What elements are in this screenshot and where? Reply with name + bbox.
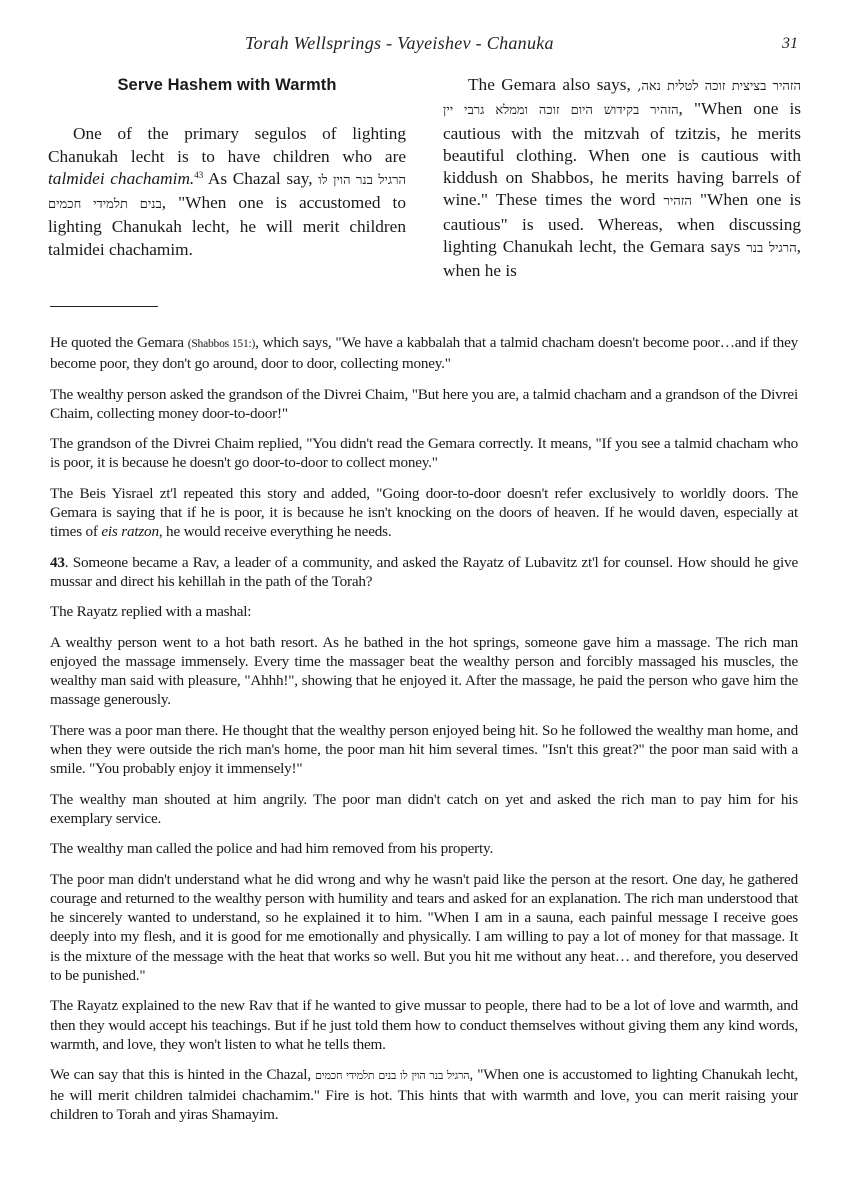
body-paragraph bbox=[443, 74, 801, 283]
hebrew-word: הרגיל בנר bbox=[746, 241, 797, 257]
footnote-paragraph bbox=[50, 1065, 798, 1124]
hebrew-quote: הזהיר בציצית זוכה לטלית נאה, הזהיר בקידוש היום זוכה וממלא גרבי יין bbox=[443, 79, 801, 119]
footnote-paragraph: The poor man didn't understand what he did wrong and why he wasn't paid like the person at the resort. One day, he gathered courage and returned to the wealthy person with humility and tears and asked for an explanation. The rich man understood that he sincerely wanted to understand, so he explained it to him. "When I am in a sauna, each painful message I receive goes deeply into my flesh, and it is good for me emotionally and physically. I am willing to pay a lot of money for that massage. It is the mixture of the message with the heat that works so well. But you hit me without any heat… and therefore, you deserved to be punished." bbox=[50, 870, 798, 985]
text: , "When one is cautious with the mitzvah of tzitzis, he merits beautiful clothing. When one is cautious with kiddush on Shabbos, he merits having barrels of wine." These times the word bbox=[443, 99, 801, 210]
running-header bbox=[0, 33, 849, 57]
body-paragraph bbox=[48, 123, 406, 261]
text: , "When one is accustomed to lighting Chanukah lecht, he will merit children talmidei chachamim. bbox=[48, 193, 406, 259]
citation: (Shabbos 151:) bbox=[187, 338, 256, 350]
footnote-divider bbox=[50, 306, 158, 307]
footnote-number: 43 bbox=[50, 553, 65, 571]
text: , "When one is accustomed to lighting Chanukah lecht, he will merit children talmidei chachamim." Fire is hot. This hints that with warmth and love, you can merit raising your children to Torah and yiras Shamayim. bbox=[50, 1066, 798, 1123]
footnote-paragraph: A wealthy person went to a hot bath resort. As he bathed in the hot springs, someone gave him a massage. The rich man enjoyed the massage immensely. Every time the massager beat the wealthy person and forcibly massaged his muscles, the wealthy man said with pleasure, "Ahhh!", showing that he enjoyed it. After the massage, he paid the person who gave him the massage generously. bbox=[50, 633, 798, 709]
footnote-paragraph: There was a poor man there. He thought that the wealthy person enjoyed being hit. So he followed the wealthy man home, and when they were outside the rich man's home, the poor man hit him several times. "Isn't this great?" the poor man said with a smile. "You probably enjoy it immensely!" bbox=[50, 721, 798, 778]
text: One of the primary segulos of lighting Chanukah lecht is to have children who are bbox=[48, 124, 406, 166]
text: , which says, "We have a kabbalah that a talmid chacham doesn't become poor…and if they become poor, they don't go around, door to door, collecting money." bbox=[50, 334, 799, 373]
footnote-paragraph: The grandson of the Divrei Chaim replied, "You didn't read the Gemara correctly. It means, "If you see a talmid chacham who is poor, it is because he doesn't go door-to-door to collect money." bbox=[50, 435, 798, 472]
footnote-paragraph bbox=[50, 553, 798, 592]
footnote-paragraph bbox=[50, 484, 798, 542]
footnote-paragraph: The Rayatz replied with a mashal: bbox=[50, 603, 252, 621]
text: , when he is bbox=[443, 237, 801, 281]
right-column bbox=[443, 74, 801, 283]
page-number: 31 bbox=[782, 35, 798, 52]
text: He quoted the Gemara bbox=[50, 334, 188, 351]
text: , he would receive everything he needs. bbox=[158, 523, 392, 541]
text: As Chazal say, bbox=[203, 168, 319, 188]
italic-term: eis ratzon bbox=[101, 523, 159, 541]
footnotes-section bbox=[50, 333, 798, 1135]
footnote-ref[interactable]: 43 bbox=[194, 169, 204, 180]
hebrew-quote: הרגיל בנר הוין לו בנים תלמידי חכמים bbox=[48, 172, 406, 213]
running-title: Torah Wellsprings - Vayeishev - Chanuka bbox=[245, 33, 554, 53]
italic-term: talmidei chachamim. bbox=[48, 168, 195, 188]
text: The Gemara also says, bbox=[468, 75, 638, 94]
hebrew-word: הזהיר bbox=[663, 194, 692, 210]
footnote-paragraph bbox=[50, 333, 798, 374]
hebrew-quote: הרגיל בנר הוין לו בנים תלמידי חכמים bbox=[315, 1069, 470, 1083]
section-heading: Serve Hashem with Warmth bbox=[117, 76, 337, 94]
footnote-paragraph: The wealthy man shouted at him angrily. The poor man didn't catch on yet and asked the rich man to pay him for his exemplary service. bbox=[50, 790, 798, 827]
text: The Beis Yisrael zt'l repeated this story and added, "Going door-to-door doesn't refer exclusively to worldly doors. The Gemara is saying that if he is poor, it is because he isn't knocking on the doors of heaven. If he would daven, especially at times of bbox=[50, 484, 798, 541]
text: We can say that this is hinted in the Chazal, bbox=[50, 1066, 316, 1084]
footnote-paragraph: The wealthy person asked the grandson of the Divrei Chaim, "But here you are, a talmid chacham and a grandson of the Divrei Chaim, collecting money door-to-door!" bbox=[50, 385, 798, 422]
text: "When one is cautious" is used. Whereas, when discussing lighting Chanukah lecht, the Gemara says bbox=[443, 190, 801, 257]
footnote-paragraph: The Rayatz explained to the new Rav that if he wanted to give mussar to people, there had to be a lot of love and warmth, and then they would accept his teachings. But if he just told them how to conduct themselves without giving them any kind words, warmth, and love, they won't listen to what he tells them. bbox=[50, 997, 798, 1053]
footnote-paragraph: The wealthy man called the police and had him removed from his property. bbox=[50, 840, 494, 858]
text: . Someone became a Rav, a leader of a community, and asked the Rayatz of Lubavitz zt'l for counsel. How should he give mussar and direct his kehillah in the path of the Torah? bbox=[50, 553, 798, 590]
left-column bbox=[48, 74, 406, 261]
